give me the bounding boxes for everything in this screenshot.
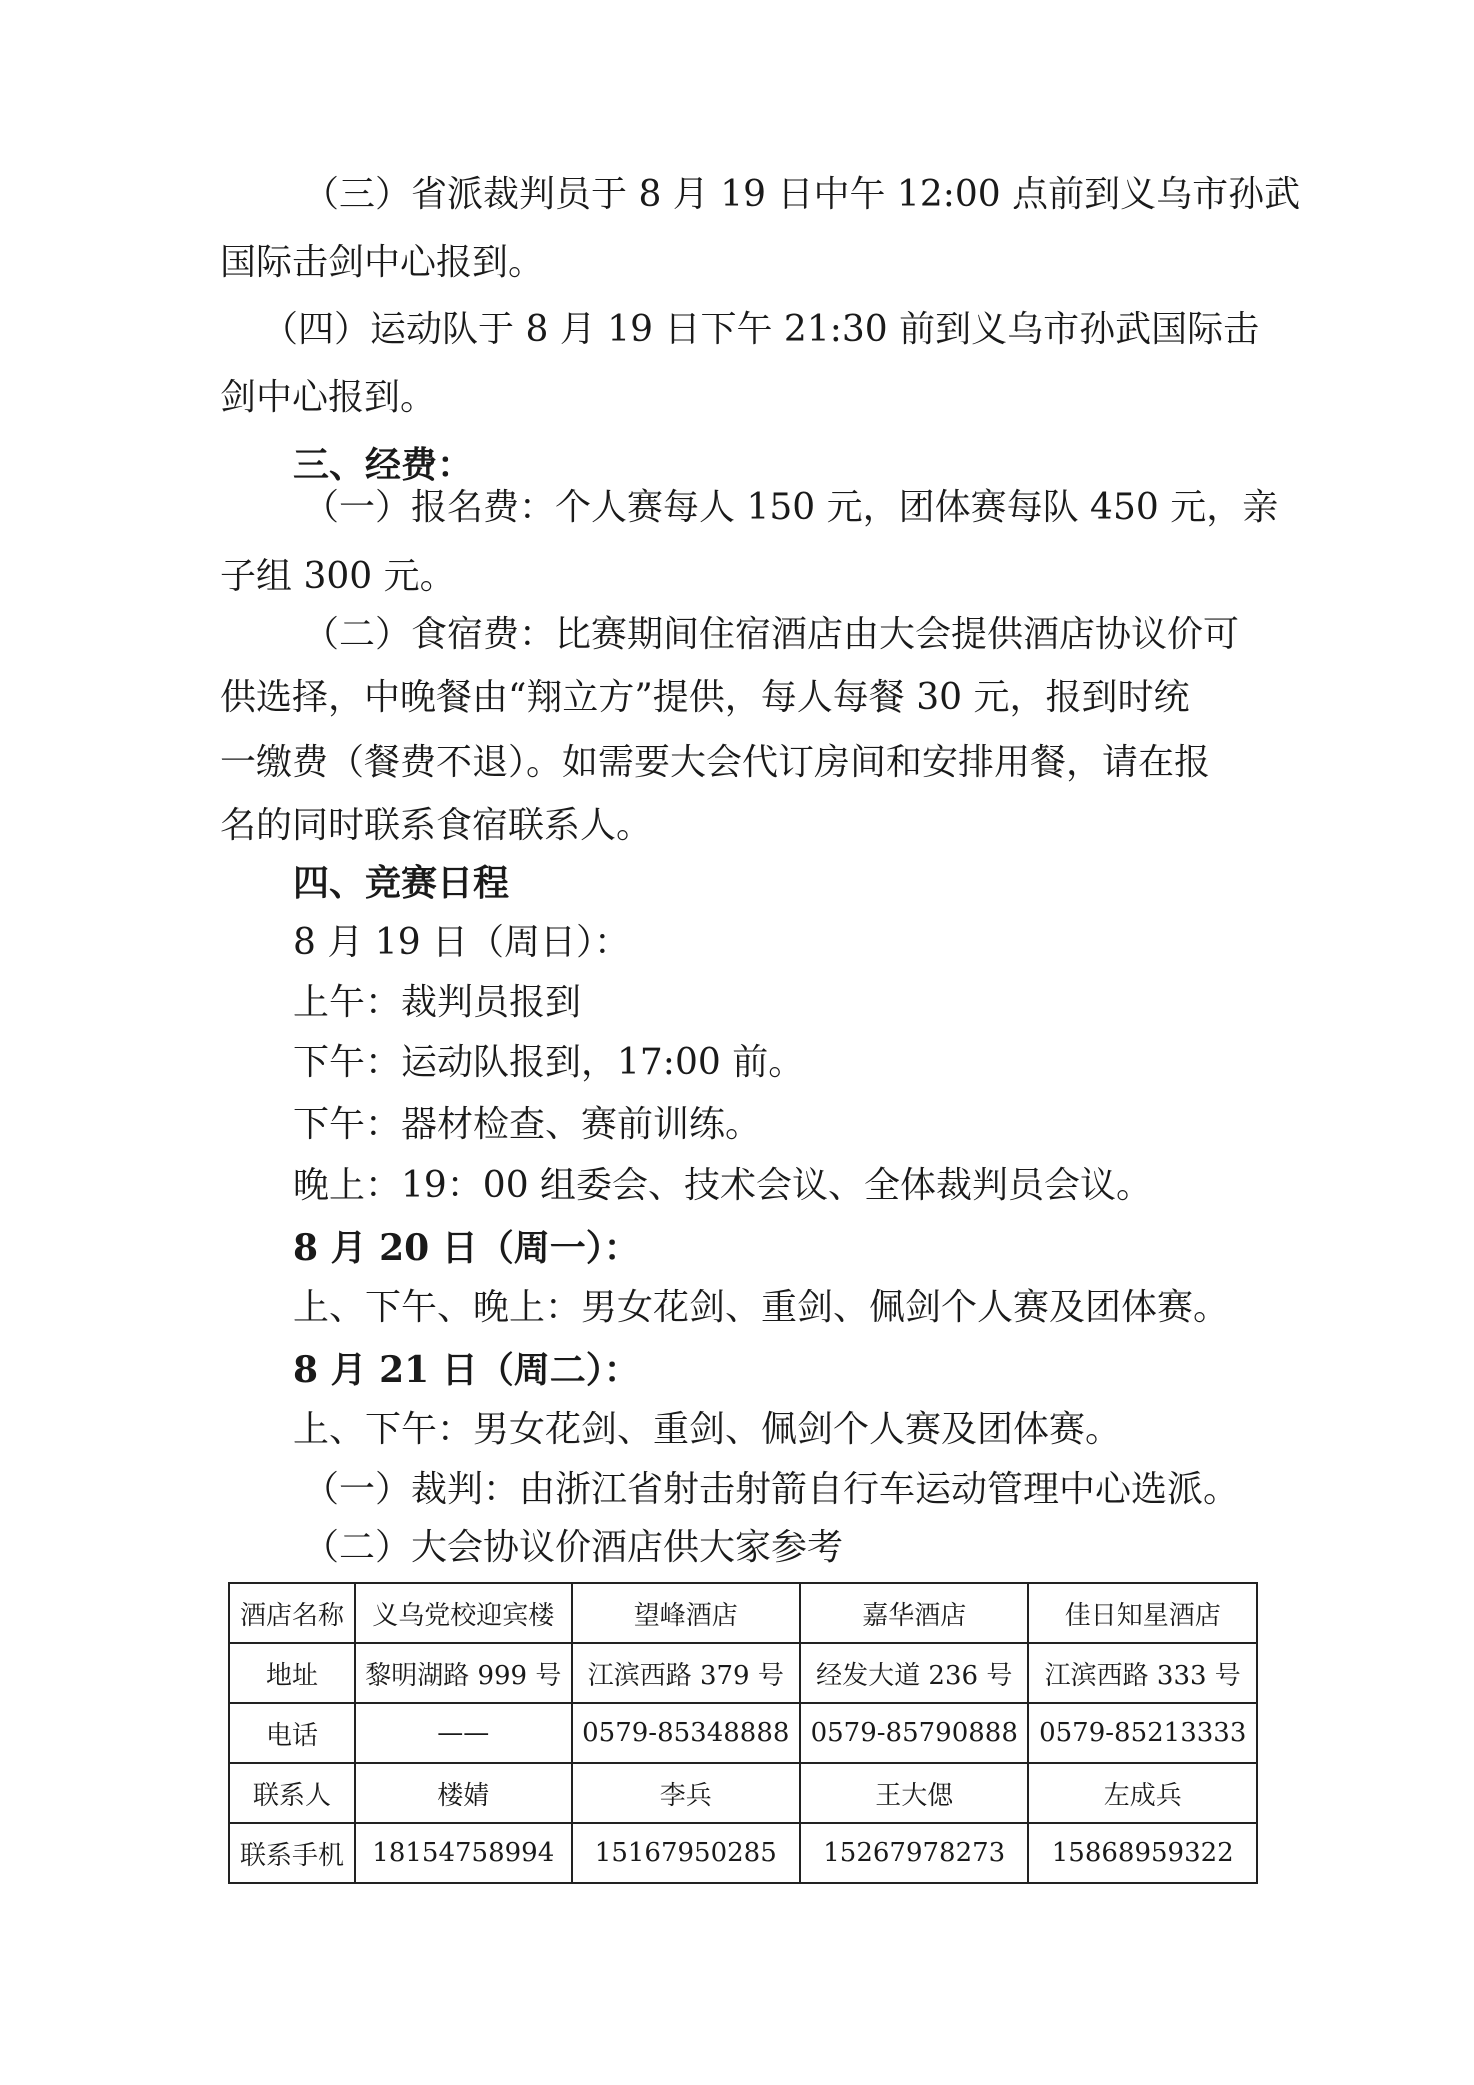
schedule-item: 上、下午：男女花剑、重剑、佩剑个人赛及团体赛。 xyxy=(293,1409,1122,1450)
table-cell: —— xyxy=(355,1703,572,1763)
paragraph-board-fee-3: 一缴费（餐费不退）。如需要大会代订房间和安排用餐，请在报 xyxy=(220,742,1211,783)
paragraph-hotels-intro: （二）大会协议价酒店供大家参考 xyxy=(303,1527,844,1568)
table-cell: 王大偲 xyxy=(800,1763,1028,1823)
table-cell: 15868959322 xyxy=(1028,1823,1257,1883)
schedule-day-aug21: 8 月 21 日（周二）： xyxy=(293,1349,640,1391)
paragraph-registration-fee-cont: 子组 300 元。 xyxy=(220,556,456,597)
table-cell: 酒店名称 xyxy=(229,1583,355,1643)
paragraph-team-checkin-cont: 剑中心报到。 xyxy=(220,377,437,418)
paragraph-registration-fee: （一）报名费：个人赛每人 150 元，团体赛每队 450 元，亲 xyxy=(303,487,1279,528)
schedule-item: 上午：裁判员报到 xyxy=(293,982,582,1023)
schedule-day-aug19: 8 月 19 日（周日）： xyxy=(293,922,631,963)
paragraph-board-fee-4: 名的同时联系食宿联系人。 xyxy=(220,805,653,846)
paragraph-referee-checkin: （三）省派裁判员于 8 月 19 日中午 12:00 点前到义乌市孙武 xyxy=(303,174,1301,215)
schedule-item: 晚上：19：00 组委会、技术会议、全体裁判员会议。 xyxy=(293,1165,1153,1206)
table-cell: 0579-85348888 xyxy=(572,1703,800,1763)
table-row xyxy=(229,1583,1257,1643)
table-cell: 李兵 xyxy=(572,1763,800,1823)
table-cell: 15267978273 xyxy=(800,1823,1028,1883)
paragraph-team-checkin: （四）运动队于 8 月 19 日下午 21:30 前到义乌市孙武国际击 xyxy=(262,309,1260,350)
table-cell: 联系手机 xyxy=(229,1823,355,1883)
table-row xyxy=(229,1763,1257,1823)
paragraph-referees: （一）裁判：由浙江省射击射箭自行车运动管理中心选派。 xyxy=(303,1469,1240,1510)
table-cell: 左成兵 xyxy=(1028,1763,1257,1823)
table-cell: 地址 xyxy=(229,1643,355,1703)
schedule-item: 上、下午、晚上：男女花剑、重剑、佩剑个人赛及团体赛。 xyxy=(293,1287,1230,1328)
section-heading-fees: 三、经费： xyxy=(293,444,474,486)
table-cell: 电话 xyxy=(229,1703,355,1763)
table-cell: 18154758994 xyxy=(355,1823,572,1883)
table-cell: 楼婧 xyxy=(355,1763,572,1823)
table-cell: 0579-85790888 xyxy=(800,1703,1028,1763)
table-cell: 望峰酒店 xyxy=(572,1583,800,1643)
schedule-day-aug20: 8 月 20 日（周一）： xyxy=(293,1227,640,1269)
hotel-table xyxy=(228,1582,1258,1884)
table-row xyxy=(229,1703,1257,1763)
paragraph-board-fee-2: 供选择，中晚餐由“翔立方”提供，每人每餐 30 元，报到时统 xyxy=(220,677,1190,718)
section-heading-schedule: 四、竞赛日程 xyxy=(293,862,510,904)
table-cell: 佳日知星酒店 xyxy=(1028,1583,1257,1643)
table-row xyxy=(229,1643,1257,1703)
schedule-item: 下午：器材检查、赛前训练。 xyxy=(293,1104,762,1145)
table-cell: 15167950285 xyxy=(572,1823,800,1883)
table-cell: 联系人 xyxy=(229,1763,355,1823)
paragraph-referee-checkin-cont: 国际击剑中心报到。 xyxy=(220,242,545,283)
paragraph-board-fee: （二）食宿费：比赛期间住宿酒店由大会提供酒店协议价可 xyxy=(303,614,1240,655)
table-cell: 经发大道 236 号 xyxy=(800,1643,1028,1703)
table-cell: 江滨西路 333 号 xyxy=(1028,1643,1257,1703)
table-cell: 江滨西路 379 号 xyxy=(572,1643,800,1703)
schedule-item: 下午：运动队报到，17:00 前。 xyxy=(293,1042,805,1083)
table-row xyxy=(229,1823,1257,1883)
table-cell: 嘉华酒店 xyxy=(800,1583,1028,1643)
table-cell: 义乌党校迎宾楼 xyxy=(355,1583,572,1643)
table-cell: 黎明湖路 999 号 xyxy=(355,1643,572,1703)
table-cell: 0579-85213333 xyxy=(1028,1703,1257,1763)
